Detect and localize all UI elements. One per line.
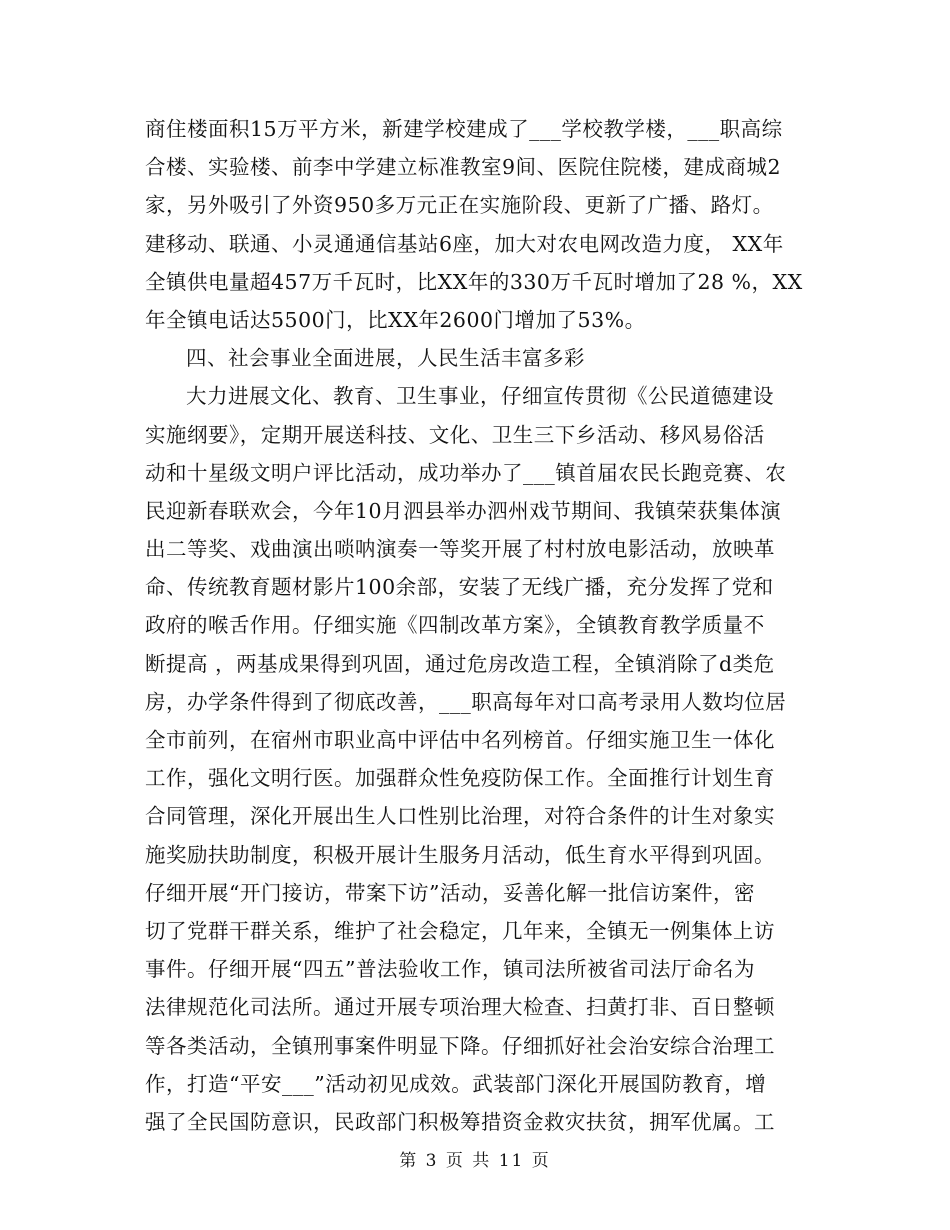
text-line: 切了党群干群关系，维护了社会稳定，几年来，全镇无一例集体上访	[145, 918, 775, 943]
text-line: 等各类活动，全镇刑事案件明显下降。仔细抓好社会治安综合治理工	[145, 1033, 775, 1058]
text-line: 强了全民国防意识，民政部门积极筹措资金救灾扶贫，拥军优属。工	[145, 1109, 775, 1134]
text-line: 法律规范化司法所。通过开展专项治理大检查、扫黄打非、百日整顿	[145, 995, 775, 1020]
text-line: 断提高 ，两基成果得到巩固，通过危房改造工程，全镇消除了d类危	[145, 651, 775, 676]
text-line: 商住楼面积15万平方米，新建学校建成了___学校教学楼，___职高综	[145, 117, 783, 141]
text-line: 动和十星级文明户评比活动，成功举办了___镇首届农民长跑竞赛、农	[145, 460, 787, 485]
text-line: 实施纲要》，定期开展送科技、文化、卫生三下乡活动、移风易俗活	[145, 422, 765, 447]
text-line: 建移动、联通、小灵通通信基站6座，加大对农电网改造力度， XX年	[145, 231, 784, 256]
text-line: 全镇供电量超457万千瓦时，比XX年的330万千瓦时增加了28 %，XX	[145, 269, 803, 294]
document-body	[145, 110, 815, 1141]
text-line: 命、传统教育题材影片100余部，安装了无线广播，充分发挥了党和	[145, 575, 774, 600]
text-line: 房，办学条件得到了彻底改善，___职高每年对口高考录用人数均位居	[145, 689, 787, 714]
text-line: 年全镇电话达5500门，比XX年2600门增加了53%。	[145, 307, 646, 332]
text-line: 合同管理，深化开展出生人口性别比治理，对符合条件的计生对象实	[145, 804, 775, 829]
paragraph-first-line: 大力进展文化、教育、卫生事业，仔细宣传贯彻《公民道德建设	[186, 384, 774, 409]
text-line: 施奖励扶助制度，积极开展计生服务月活动，低生育水平得到巩固。	[145, 842, 775, 867]
text-line: 工作，强化文明行医。加强群众性免疫防保工作。全面推行计划生育	[145, 766, 775, 791]
text-line: 全市前列，在宿州市职业高中评估中名列榜首。仔细实施卫生一体化	[145, 728, 775, 752]
text-line: 民迎新春联欢会，今年10月泗县举办泗州戏节期间、我镇荣获集体演	[145, 498, 782, 523]
text-line: 事件。仔细开展“四五”普法验收工作，镇司法所被省司法厅命名为	[145, 957, 755, 982]
text-line: 家，另外吸引了外资950多万元正在实施阶段、更新了广播、路灯。	[145, 193, 774, 218]
page-number-footer: 第 3 页 共 11 页	[399, 1151, 551, 1171]
text-line: 合楼、实验楼、前李中学建立标准教室9间、医院住院楼，建成商城2	[145, 155, 782, 180]
text-line: 政府的喉舌作用。仔细实施《四制改革方案》，全镇教育教学质量不	[145, 613, 765, 638]
text-line: 仔细开展“开门接访，带案下访”活动，妥善化解一批信访案件，密	[145, 880, 755, 905]
paragraph-first-line: 四、社会事业全面进展，人民生活丰富多彩	[186, 346, 585, 371]
text-line: 作，打造“平安___”活动初见成效。武装部门深化开展国防教育，增	[145, 1071, 767, 1096]
text-line: 出二等奖、戏曲演出唢呐演奏一等奖开展了村村放电影活动，放映革	[145, 537, 775, 562]
